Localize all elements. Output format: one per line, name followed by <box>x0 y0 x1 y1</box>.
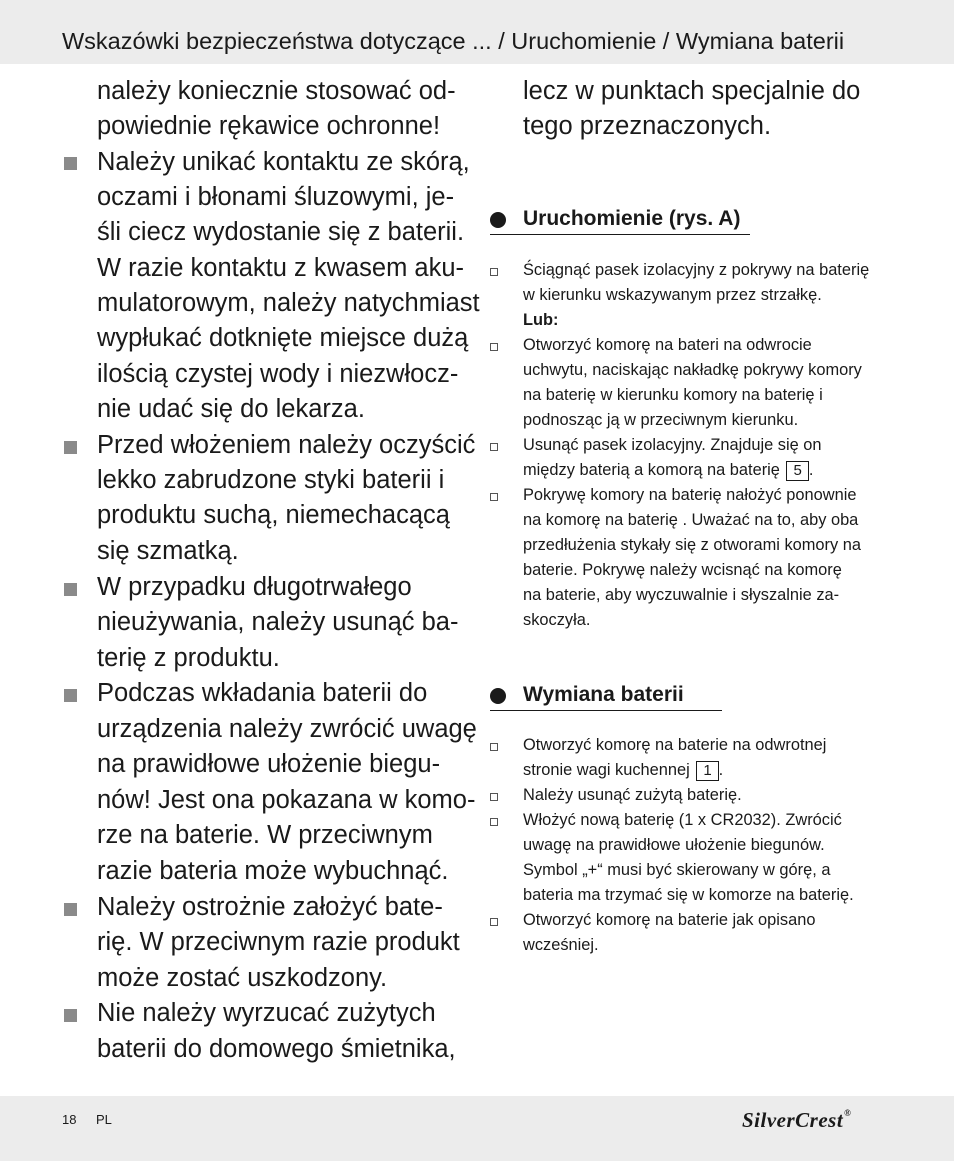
left-line: nie udać się do lekarza. <box>97 395 365 423</box>
checkbox-bullet-icon <box>490 268 498 276</box>
left-line: W przypadku długotrwałego <box>97 573 412 601</box>
brand-name: SilverCrest <box>742 1108 844 1132</box>
step-line: na komorę na baterię . Uważać na to, aby oba <box>523 511 859 529</box>
left-line: urządzenia należy zwrócić uwagę <box>97 715 477 743</box>
section-underline <box>490 710 722 711</box>
section-underline <box>490 234 750 235</box>
left-line: rię. W przeciwnym razie produkt <box>97 928 460 956</box>
left-line: Podczas wkładania baterii do <box>97 679 428 707</box>
checkbox-bullet-icon <box>490 818 498 826</box>
left-line: razie bateria może wybuchnąć. <box>97 857 449 885</box>
bullet-square-icon <box>64 441 77 454</box>
figure-ref-number: 5 <box>786 461 808 481</box>
step-text: między baterią a komorą na baterię <box>523 461 780 479</box>
left-line: produktu suchą, niemechacącą <box>97 501 450 529</box>
checkbox-bullet-icon <box>490 743 498 751</box>
page-footer <box>0 1096 954 1161</box>
step-line: Należy usunąć zużytą baterię. <box>523 786 742 804</box>
step-line: Otworzyć komorę na baterie jak opisano <box>523 911 816 929</box>
left-line: się szmatką. <box>97 537 239 565</box>
brand-logo <box>742 1108 851 1133</box>
section-title: Uruchomienie (rys. A) <box>523 207 741 230</box>
checkbox-bullet-icon <box>490 793 498 801</box>
left-line: należy koniecznie stosować od- <box>97 77 456 105</box>
step-line: na baterie, aby wyczuwalnie i słyszalnie za- <box>523 586 840 604</box>
bullet-square-icon <box>64 157 77 170</box>
intro-line: tego przeznaczonych. <box>523 112 772 140</box>
checkbox-bullet-icon <box>490 918 498 926</box>
step-line: w kierunku wskazywanym przez strzałkę. <box>523 286 822 304</box>
left-line: Przed włożeniem należy oczyścić <box>97 431 476 459</box>
left-line: Nie należy wyrzucać zużytych <box>97 999 436 1027</box>
figure-ref-number: 1 <box>696 761 718 781</box>
step-line: baterie. Pokrywę należy wcisnąć na komorę <box>523 561 842 579</box>
page-header <box>0 0 954 64</box>
left-line: nów! Jest ona pokazana w komo- <box>97 786 476 814</box>
left-line: śli ciecz wydostanie się z baterii. <box>97 218 465 246</box>
bullet-dot-icon <box>490 688 506 704</box>
bullet-square-icon <box>64 689 77 702</box>
step-line: podnosząc ją w przeciwnym kierunku. <box>523 411 799 429</box>
page-number: 18 <box>62 1112 77 1127</box>
step-line: Usunąć pasek izolacyjny. Znajduje się on <box>523 436 822 454</box>
step-line: wcześniej. <box>523 936 599 954</box>
section-title: Wymiana baterii <box>523 683 684 706</box>
step-line: Otworzyć komorę na bateri na odwrocie <box>523 336 812 354</box>
language-code: PL <box>96 1112 112 1127</box>
step-line: na baterię w kierunku komory na baterię i <box>523 386 823 404</box>
bullet-square-icon <box>64 1009 77 1022</box>
step-line-with-ref <box>523 458 813 483</box>
left-line: lekko zabrudzone styki baterii i <box>97 466 445 494</box>
intro-line: lecz w punktach specjalnie do <box>523 77 861 105</box>
left-line: terię z produktu. <box>97 644 280 672</box>
step-line-or: Lub: <box>523 311 559 329</box>
checkbox-bullet-icon <box>490 443 498 451</box>
step-line: bateria ma trzymać się w komorze na baterię. <box>523 886 854 904</box>
left-line: W razie kontaktu z kwasem aku- <box>97 254 465 282</box>
checkbox-bullet-icon <box>490 343 498 351</box>
step-line: skoczyła. <box>523 611 591 629</box>
left-line: na prawidłowe ułożenie biegu- <box>97 750 441 778</box>
bullet-square-icon <box>64 903 77 916</box>
step-line: uwagę na prawidłowe ułożenie biegunów. <box>523 836 825 854</box>
left-line: nieużywania, należy usunąć ba- <box>97 608 459 636</box>
left-line: oczami i błonami śluzowymi, je- <box>97 183 455 211</box>
step-line-with-ref <box>523 758 723 783</box>
left-line: mulatorowym, należy natychmiast <box>97 289 480 317</box>
header-title: Wskazówki bezpieczeństwa dotyczące ... / Uruchomienie / Wymiana baterii <box>62 28 845 54</box>
bullet-square-icon <box>64 583 77 596</box>
left-line: Należy unikać kontaktu ze skórą, <box>97 148 470 176</box>
step-line: Pokrywę komory na baterię nałożyć ponownie <box>523 486 857 504</box>
bullet-dot-icon <box>490 212 506 228</box>
left-line: rze na baterie. W przeciwnym <box>97 821 433 849</box>
step-line: Ściągnąć pasek izolacyjny z pokrywy na baterię <box>523 261 870 279</box>
period: . <box>718 761 724 779</box>
checkbox-bullet-icon <box>490 493 498 501</box>
registered-mark: ® <box>844 1108 852 1118</box>
step-line: Włożyć nową baterię (1 x CR2032). Zwrócić <box>523 811 842 829</box>
left-line: powiednie rękawice ochronne! <box>97 112 441 140</box>
period: . <box>808 461 814 479</box>
left-line: może zostać uszkodzony. <box>97 964 388 992</box>
step-text: stronie wagi kuchennej <box>523 761 690 779</box>
step-line: przedłużenia stykały się z otworami komory na <box>523 536 861 554</box>
step-line: Symbol „+“ musi być skierowany w górę, a <box>523 861 831 879</box>
left-line: ilością czystej wody i niezwłocz- <box>97 360 459 388</box>
left-line: Należy ostrożnie założyć bate- <box>97 893 443 921</box>
left-line: wypłukać dotknięte miejsce dużą <box>97 324 469 352</box>
step-line: Otworzyć komorę na baterie na odwrotnej <box>523 736 827 754</box>
left-line: baterii do domowego śmietnika, <box>97 1035 456 1063</box>
step-line: uchwytu, naciskając nakładkę pokrywy komory <box>523 361 862 379</box>
